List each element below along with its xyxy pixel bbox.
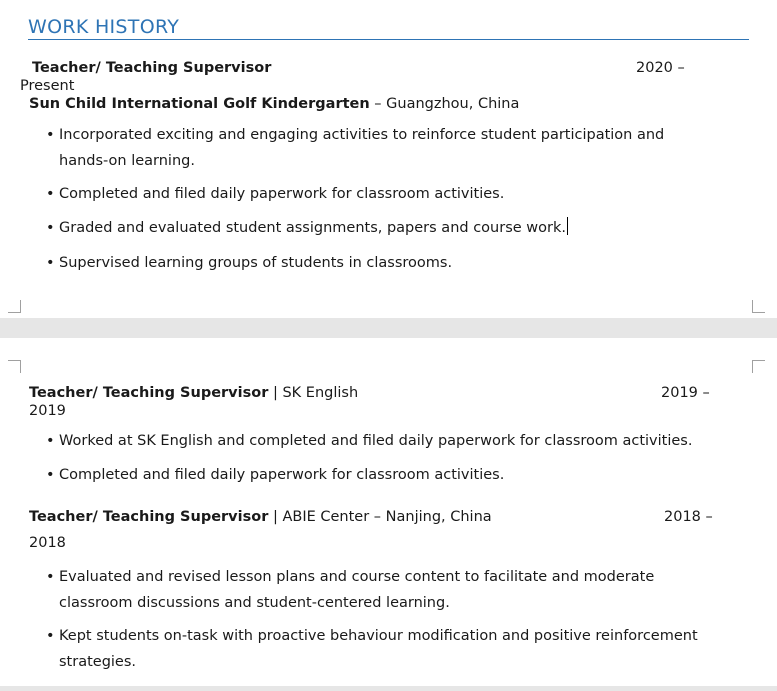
bullet-text: Evaluated and revised lesson plans and course content to facilitate and moderate <box>59 569 655 585</box>
bullet-dot: • <box>46 220 55 236</box>
job-1-date-start[interactable]: 2020 – <box>636 60 685 76</box>
job-1-bullet-4[interactable] <box>46 250 736 276</box>
job-3-date-end[interactable]: 2018 <box>29 535 66 551</box>
job-2-date-start[interactable]: 2019 – <box>661 385 710 401</box>
text-cursor <box>567 217 568 235</box>
job-2-bullet-2[interactable] <box>46 462 736 488</box>
bullet-dot: • <box>46 569 55 585</box>
job-1-bullet-1[interactable] <box>46 122 736 174</box>
job-3-separator: | <box>268 509 283 525</box>
job-2-title: Teacher/ Teaching Supervisor <box>29 385 269 401</box>
section-heading: WORK HISTORY <box>28 16 180 38</box>
bullet-text-cont: classroom discussions and student-centered learning. <box>59 595 450 611</box>
margin-corner-bottom-right <box>752 300 765 313</box>
page-bottom-gap <box>0 686 777 691</box>
job-3-header[interactable] <box>29 509 492 525</box>
bullet-text: Completed and filed daily paperwork for classroom activities. <box>59 186 505 202</box>
job-2-header[interactable] <box>29 385 358 401</box>
bullet-dot: • <box>46 433 55 449</box>
job-3-employer: ABIE Center – Nanjing, China <box>282 509 492 525</box>
job-3-bullet-1[interactable] <box>46 564 736 616</box>
job-1-employer-line[interactable] <box>29 96 519 112</box>
job-1-bullet-2[interactable] <box>46 181 736 207</box>
margin-corner-bottom-left <box>8 300 21 313</box>
bullet-text: Worked at SK English and completed and filed daily paperwork for classroom activities. <box>59 433 693 449</box>
bullet-text: Kept students on-task with proactive behaviour modification and positive reinforcement <box>59 628 698 644</box>
job-1-date-end[interactable]: Present <box>20 78 75 94</box>
margin-corner-top-right <box>752 360 765 373</box>
job-1-title[interactable]: Teacher/ Teaching Supervisor <box>32 60 272 76</box>
bullet-text: Graded and evaluated student assignments, papers and course work. <box>59 220 566 236</box>
page-gap <box>0 318 777 338</box>
job-2-separator: | <box>268 385 283 401</box>
document-page-2 <box>0 338 777 686</box>
job-1-bullet-3[interactable] <box>46 215 736 241</box>
bullet-text-cont: strategies. <box>59 654 137 670</box>
bullet-dot: • <box>46 186 55 202</box>
job-1-location: – Guangzhou, China <box>369 96 520 112</box>
job-1-employer: Sun Child International Golf Kindergarten <box>29 96 370 112</box>
job-3-title: Teacher/ Teaching Supervisor <box>29 509 269 525</box>
job-2-date-end[interactable]: 2019 <box>29 403 66 419</box>
bullet-text-cont: hands-on learning. <box>59 153 195 169</box>
bullet-text: Completed and filed daily paperwork for classroom activities. <box>59 467 505 483</box>
job-3-date-start[interactable]: 2018 – <box>664 509 713 525</box>
job-3-bullet-2[interactable] <box>46 623 736 675</box>
bullet-dot: • <box>46 628 55 644</box>
job-2-bullet-1[interactable] <box>46 428 736 454</box>
bullet-dot: • <box>46 127 55 143</box>
heading-underline <box>28 39 749 40</box>
document-page-1 <box>0 0 777 318</box>
bullet-text: Supervised learning groups of students in classrooms. <box>59 255 453 271</box>
bullet-text: Incorporated exciting and engaging activities to reinforce student participation and <box>59 127 665 143</box>
margin-corner-top-left <box>8 360 21 373</box>
bullet-dot: • <box>46 255 55 271</box>
job-2-employer: SK English <box>282 385 359 401</box>
bullet-dot: • <box>46 467 55 483</box>
